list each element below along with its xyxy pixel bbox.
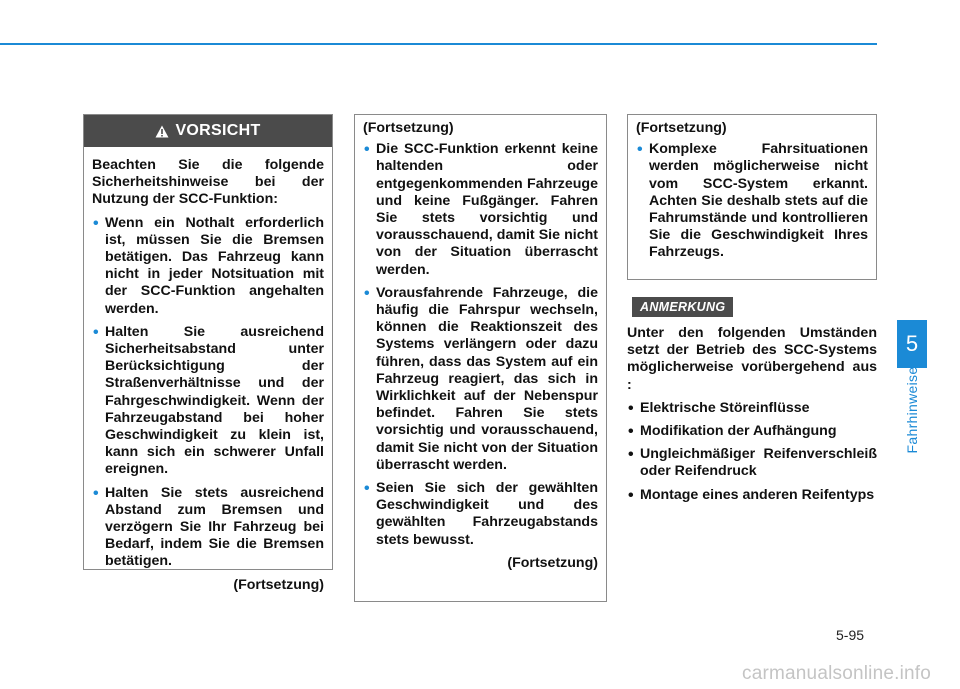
note-badge: ANMERKUNG xyxy=(632,297,733,317)
caution-title: VORSICHT xyxy=(175,122,261,139)
caution-box xyxy=(83,114,333,593)
list-item: • Elektrische Störeinflüsse xyxy=(627,400,877,417)
continued-top-label: (Fortsetzung) xyxy=(636,120,727,136)
list-item: • Die SCC-Funktion erkennt keine haltenden oder entgegenkommenden Fahrzeuge und keine Fußgänger. Fahren Sie stets vorsichtig und vorausschauend, damit Sie nicht von der Situation überrascht werden. xyxy=(363,141,598,279)
list-item: • Wenn ein Nothalt erforderlich ist, müssen Sie die Bremsen betätigen. Das Fahrzeug kann nicht in jeder Notsituation mit der SCC-Funktion angehalten werden. xyxy=(92,215,324,318)
list-item: • Ungleichmäßiger Reifenverschleiß oder Reifendruck xyxy=(627,446,877,480)
continued-top-label: (Fortsetzung) xyxy=(363,120,454,136)
list-item: • Halten Sie ausreichend Sicherheitsabstand unter Berücksichtigung der Straßenverhältnisse und der Fahrgeschwindigkeit. Wenn der Fahrzeugabstand bei hoher Geschwindigkeit zu klein ist, kann sich ein schwerer Unfall ereignen. xyxy=(92,324,324,479)
continuation-box-2 xyxy=(354,114,607,602)
continued-label: (Fortsetzung) xyxy=(233,576,324,593)
list-item: • Modifikation der Aufhängung xyxy=(627,423,877,440)
watermark: carmanualsonline.info xyxy=(742,663,932,684)
column3-list xyxy=(636,141,868,261)
list-item: • Vorausfahrende Fahrzeuge, die häufig die Fahrspur wechseln, können die Reaktionszeit des Systems verlängern oder dazu führen, dass das System auf ein Fahrzeug reagiert, das sich in Wirklichkeit auf der Nebenspur befindet. Fahren Sie stets vorsichtig und vorausschauend, damit Sie nicht von der Situation überrascht werden. xyxy=(363,285,598,474)
list-item: • Halten Sie stets ausreichend Abstand zum Bremsen und verzögern Sie Ihr Fahrzeug bei Bedarf, indem Sie die Bremsen betätigen. xyxy=(92,485,324,571)
note-body xyxy=(627,325,877,504)
page-number: 5-95 xyxy=(836,627,865,643)
continuation-box-3 xyxy=(627,114,877,280)
caution-list xyxy=(92,215,324,571)
list-item: • Montage eines anderen Reifentyps xyxy=(627,487,877,504)
column2-list xyxy=(363,141,598,549)
caution-header xyxy=(84,115,332,147)
note-intro: Unter den folgenden Umständen setzt der Betrieb des SCC-Systems möglicherweise vorübergehend aus : xyxy=(627,325,877,393)
note-list xyxy=(627,400,877,504)
warning-icon xyxy=(155,125,169,138)
list-item: • Komplexe Fahrsituationen werden möglicherweise nicht vom SCC-System erkannt. Achten Sie deshalb stets auf die Fahrumstände und kontrollieren Sie die Geschwindigkeit Ihres Fahrzeugs. xyxy=(636,141,868,261)
top-rule xyxy=(0,43,877,45)
chapter-tab: 5 xyxy=(897,320,927,368)
chapter-label: Fahrhinweise xyxy=(904,366,920,454)
list-item: • Seien Sie sich der gewählten Geschwindigkeit und des gewählten Fahrzeugabstands stets bewusst. xyxy=(363,480,598,549)
continued-label: (Fortsetzung) xyxy=(507,554,598,571)
caution-intro: Beachten Sie die folgende Sicherheitshinweise bei der Nutzung der SCC-Funktion: xyxy=(92,157,324,208)
